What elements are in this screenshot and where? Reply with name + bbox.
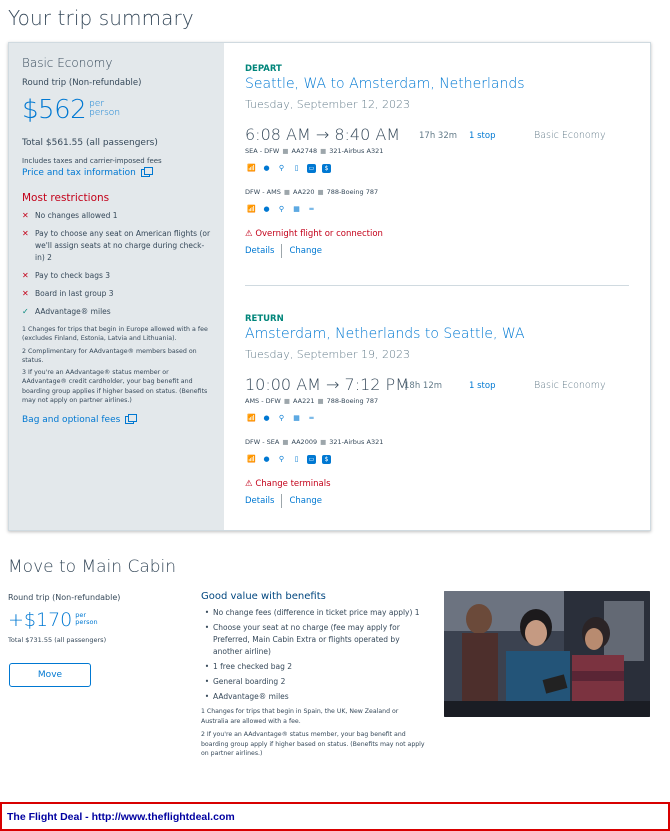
restriction-item — [22, 210, 212, 222]
benefit-item — [201, 691, 426, 703]
return-leg-2 — [245, 438, 383, 446]
restriction-text: Pay to choose any seat on American flights (or we'll assign seats at no charge during check-in) 2 — [35, 229, 211, 262]
return-actions — [245, 494, 322, 508]
return-duration: 18h 12m — [404, 381, 443, 391]
leg-aircraft: 788-Boeing 787 — [326, 188, 379, 196]
depart-duration: 17h 32m — [419, 131, 458, 141]
price-tax-link-label[interactable]: Price and tax information — [22, 168, 136, 178]
leg-aircraft: 321-Airbus A321 — [329, 147, 384, 155]
depart-leg-2 — [245, 188, 378, 196]
benefits-section — [201, 591, 426, 759]
depart-times: 6:08 AM → 8:40 AM — [245, 125, 401, 144]
leg-route: AMS - DFW — [245, 397, 281, 405]
tv-icon: ▭ — [308, 456, 315, 463]
person-label: person — [89, 108, 121, 118]
restriction-item — [22, 306, 212, 318]
restriction-text: AAdvantage® miles — [35, 307, 111, 316]
fare-trip-type: Round trip (Non-refundable) — [22, 78, 142, 88]
checkmark-icon: ✓ — [22, 307, 29, 316]
power-icon: ● — [263, 164, 270, 172]
return-cabin: Basic Economy — [534, 380, 606, 391]
usb-icon: ⚲ — [278, 164, 285, 172]
bag-fees-link[interactable] — [22, 415, 224, 425]
tv-icon: ▭ — [308, 165, 315, 172]
benefits-footnote: 1 Changes for trips that begin in Spain, the UK, New Zealand or Australia are allowed with a fee. — [201, 708, 399, 725]
depart-leg-2-amenities — [247, 205, 316, 214]
wifi-icon: 📶 — [247, 205, 256, 213]
depart-leg-1 — [245, 147, 383, 155]
leg-route: DFW - AMS — [245, 188, 281, 196]
trip-summary-card — [8, 42, 651, 531]
fare-taxes-note: Includes taxes and carrier-imposed fees — [22, 157, 162, 165]
move-button[interactable]: Move — [9, 663, 91, 687]
external-window-icon — [125, 416, 134, 424]
benefit-text: Choose your seat at no charge (fee may apply for Preferred, Main Cabin Extra or flights operated by another airline) — [213, 623, 400, 656]
wifi-icon: 📶 — [247, 164, 256, 172]
return-leg-1 — [245, 397, 378, 405]
footer-banner — [0, 802, 670, 831]
depart-change-link[interactable]: Change — [289, 246, 323, 256]
x-icon: ✕ — [22, 211, 29, 220]
restriction-item — [22, 288, 212, 300]
upgrade-total: Total $731.55 (all passengers) — [8, 636, 107, 644]
restriction-text: Pay to check bags 3 — [35, 271, 111, 280]
upgrade-title: Move to Main Cabin — [8, 557, 177, 577]
x-icon: ✕ — [22, 229, 29, 238]
depart-cabin: Basic Economy — [534, 130, 606, 141]
restriction-text: Board in last group 3 — [35, 289, 114, 298]
leg-aircraft: 788-Boeing 787 — [326, 397, 379, 405]
separator-dot: ■ — [317, 188, 324, 196]
depart-stops-link[interactable]: 1 stop — [469, 131, 496, 141]
bullet-icon: • — [204, 677, 210, 686]
return-warning: ⚠ Change terminals — [245, 479, 331, 489]
return-details-link[interactable]: Details — [245, 496, 275, 506]
separator-dot: ■ — [283, 397, 290, 405]
benefit-text: AAdvantage® miles — [213, 692, 289, 701]
bag-fees-link-label[interactable]: Bag and optional fees — [22, 415, 121, 426]
fare-panel — [9, 43, 224, 530]
return-date: Tuesday, September 19, 2023 — [245, 348, 411, 361]
benefit-item — [201, 607, 426, 619]
food-purchase-icon: $ — [322, 455, 331, 464]
x-icon: ✕ — [22, 289, 29, 298]
leg-route: DFW - SEA — [245, 438, 280, 446]
leg-flight: AA221 — [293, 397, 315, 405]
main-cabin-photo — [444, 591, 650, 717]
return-change-link[interactable]: Change — [289, 496, 323, 506]
footnote: 2 Complimentary for AAdvantage® members based on status. — [22, 347, 197, 364]
separator — [281, 494, 282, 508]
depart-label: DEPART — [245, 64, 282, 74]
upgrade-trip-type: Round trip (Non-refundable) — [8, 593, 121, 602]
separator-dot: ■ — [283, 188, 290, 196]
leg-aircraft: 321-Airbus A321 — [329, 438, 384, 446]
phone-entertainment-icon: ▯ — [294, 455, 299, 463]
upgrade-price-unit — [75, 612, 97, 626]
return-leg-2-amenities — [247, 455, 331, 464]
footer-text: The Flight Deal - http://www.theflightdeal.com — [7, 810, 235, 823]
fare-name: Basic Economy — [22, 56, 113, 70]
separator-dot: ■ — [282, 438, 289, 446]
power-icon: ● — [263, 205, 270, 213]
power-icon: ● — [263, 455, 270, 463]
return-leg-1-amenities — [247, 414, 316, 423]
return-route: Amsterdam, Netherlands to Seattle, WA — [245, 326, 525, 342]
return-stops-link[interactable]: 1 stop — [469, 381, 496, 391]
fare-price-unit — [89, 100, 120, 118]
benefit-text: No change fees (difference in ticket price may apply) 1 — [213, 608, 420, 617]
return-label: RETURN — [245, 314, 284, 324]
cabin-passengers-image — [444, 591, 650, 717]
x-icon: ✕ — [22, 271, 29, 280]
footnote: 3 If you're an AAdvantage® status member or AAdvantage® credit cardholder, your bag benefit and boarding group applies if higher based on status. (Benefits may not apply on partner airlines.) — [22, 369, 208, 405]
restrictions-list — [22, 210, 212, 318]
restriction-item — [22, 270, 212, 282]
wifi-icon: 📶 — [247, 455, 256, 463]
fare-footnotes — [22, 325, 212, 405]
fare-price-amount: $562 — [22, 95, 87, 125]
leg-route: SEA - DFW — [245, 147, 280, 155]
phone-entertainment-icon: ▯ — [294, 164, 299, 172]
separator-dot: ■ — [317, 397, 324, 405]
itinerary-panel — [245, 43, 635, 530]
power-icon: ● — [263, 414, 270, 422]
benefits-footnote: 2 If you're an AAdvantage® status member, your bag benefit and boarding group apply if higher based on status. (Benefits may not apply on partner airlines.) — [201, 731, 425, 757]
upgrade-price-amount: +$170 — [8, 609, 73, 631]
bullet-icon: • — [204, 662, 210, 671]
return-times: 10:00 AM → 7:12 PM — [245, 375, 409, 394]
benefit-item — [201, 622, 426, 658]
fare-total: Total $561.55 (all passengers) — [22, 138, 158, 148]
depart-actions — [245, 244, 322, 258]
food-purchase-icon: $ — [322, 164, 331, 173]
restrictions-title: Most restrictions — [22, 192, 110, 204]
usb-icon: ⚲ — [278, 205, 285, 213]
separator-dot: ■ — [320, 147, 327, 155]
footnote: 1 Changes for trips that begin in Europe allowed with a fee (excludes Finland, Estonia, Latvia and Lithuania). — [22, 326, 208, 343]
benefit-text: 1 free checked bag 2 — [213, 662, 293, 671]
leg-flight: AA2748 — [291, 147, 318, 155]
price-tax-link[interactable] — [22, 168, 224, 178]
usb-icon: ⚲ — [278, 455, 285, 463]
benefit-text: General boarding 2 — [213, 677, 286, 686]
separator-dot: ■ — [282, 147, 289, 155]
seatback-screen-icon: ▦ — [293, 414, 300, 422]
restriction-text: No changes allowed 1 — [35, 211, 118, 220]
lie-flat-seat-icon: ═ — [309, 205, 314, 213]
segment-divider — [245, 285, 629, 286]
bullet-icon: • — [204, 608, 210, 617]
per-label: per — [75, 611, 87, 619]
depart-date: Tuesday, September 12, 2023 — [245, 98, 411, 111]
upgrade-price — [8, 608, 98, 632]
per-label: per — [89, 99, 105, 109]
depart-warning: ⚠ Overnight flight or connection — [245, 229, 383, 239]
leg-flight: AA220 — [293, 188, 315, 196]
usb-icon: ⚲ — [278, 414, 285, 422]
lie-flat-seat-icon: ═ — [309, 414, 314, 422]
seatback-screen-icon: ▦ — [293, 205, 300, 213]
benefits-title: Good value with benefits — [201, 591, 326, 602]
restriction-item — [22, 228, 212, 264]
fare-price — [22, 92, 224, 128]
wifi-icon: 📶 — [247, 414, 256, 422]
leg-flight: AA2009 — [291, 438, 318, 446]
benefit-item — [201, 676, 426, 688]
page-title: Your trip summary — [8, 6, 194, 30]
separator-dot: ■ — [320, 438, 327, 446]
depart-route: Seattle, WA to Amsterdam, Netherlands — [245, 76, 525, 92]
depart-leg-1-amenities — [247, 164, 331, 173]
bullet-icon: • — [204, 623, 210, 632]
person-label: person — [75, 618, 98, 626]
depart-details-link[interactable]: Details — [245, 246, 275, 256]
external-window-icon — [141, 169, 150, 177]
benefit-item — [201, 661, 426, 673]
bullet-icon: • — [204, 692, 210, 701]
separator — [281, 244, 282, 258]
benefits-list — [201, 607, 426, 703]
